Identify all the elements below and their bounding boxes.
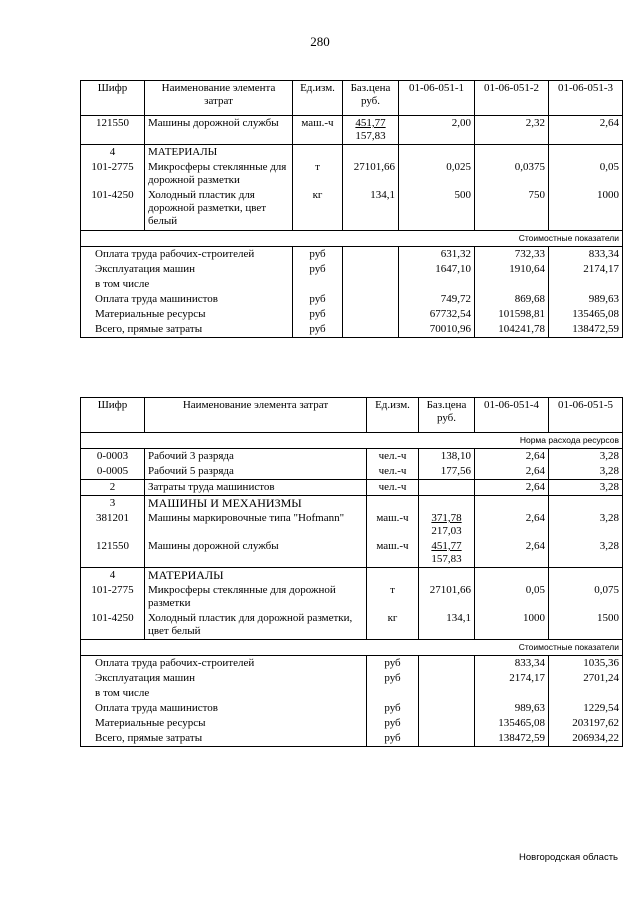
- cost-unit: руб: [293, 262, 343, 277]
- row-unit: т: [293, 160, 343, 188]
- row-code: 121550: [81, 539, 145, 568]
- row-price: [419, 539, 475, 568]
- table-row: [81, 480, 623, 496]
- cost-value-3: 135465,08: [549, 307, 623, 322]
- row-code: 381201: [81, 511, 145, 539]
- row-price: 27101,66: [419, 583, 475, 611]
- row-price: 138,10: [419, 449, 475, 465]
- row-name: Холодный пластик для дорожной разметки, цвет белый: [145, 188, 293, 231]
- cost-name: Всего, прямые затраты: [81, 731, 367, 747]
- table-row: [81, 611, 623, 640]
- cost-indicators-label: Стоимостные показатели: [81, 231, 623, 247]
- table-row: [81, 116, 623, 145]
- price-top: 451,77: [431, 540, 462, 552]
- header-name: Наименование элемента затрат: [145, 398, 367, 433]
- cost-value-5: 1229,54: [549, 701, 623, 716]
- cost-name: Эксплуатация машин: [81, 262, 293, 277]
- cost-row: [81, 307, 623, 322]
- header-col-051-4: 01-06-051-4: [475, 398, 549, 433]
- region-footer: Новгородская область: [519, 852, 618, 863]
- section-title: МАТЕРИАЛЫ: [145, 568, 367, 584]
- cost-name: в том числе: [81, 277, 293, 292]
- row-value-5: 3,28: [549, 464, 623, 480]
- cost-value-5: 206934,22: [549, 731, 623, 747]
- row-unit: т: [367, 583, 419, 611]
- cost-unit: руб: [367, 701, 419, 716]
- price-top: 371,78: [431, 512, 462, 524]
- cost-name: Оплата труда машинистов: [81, 701, 367, 716]
- cost-value-1: 67732,54: [399, 307, 475, 322]
- header-col-051-1: 01-06-051-1: [399, 81, 475, 116]
- cost-row: [81, 716, 623, 731]
- header-code: Шифр: [81, 81, 145, 116]
- row-name: Рабочий 3 разряда: [145, 449, 367, 465]
- cost-row: [81, 262, 623, 277]
- cost-unit: руб: [293, 307, 343, 322]
- row-price: [343, 116, 399, 145]
- row-price: 134,1: [343, 188, 399, 231]
- cost-value-1: 749,72: [399, 292, 475, 307]
- row-value-4: 1000: [475, 611, 549, 640]
- header-code: Шифр: [81, 398, 145, 433]
- row-price: 27101,66: [343, 160, 399, 188]
- table-row: [81, 464, 623, 480]
- row-code: 101-4250: [81, 188, 145, 231]
- cost-table-2: [80, 397, 623, 747]
- cost-value-4: 833,34: [475, 656, 549, 672]
- cost-value-4: 989,63: [475, 701, 549, 716]
- cost-unit: руб: [293, 322, 343, 338]
- row-value-5: 0,075: [549, 583, 623, 611]
- row-value-2: 2,32: [475, 116, 549, 145]
- cost-unit: руб: [367, 671, 419, 686]
- row-value-2: 0,0375: [475, 160, 549, 188]
- header-price: Баз.цена руб.: [343, 81, 399, 116]
- table-row: [81, 160, 623, 188]
- row-unit: маш.-ч: [367, 539, 419, 568]
- section-code: 4: [81, 145, 145, 161]
- row-value-5: 3,28: [549, 449, 623, 465]
- row-name: Машины маркировочные типа "Hofmann": [145, 511, 367, 539]
- row-value-4: 2,64: [475, 464, 549, 480]
- row-value-2: 750: [475, 188, 549, 231]
- row-name: Микросферы стеклянные для дорожной разметки: [145, 160, 293, 188]
- cost-value-4: 135465,08: [475, 716, 549, 731]
- row-value-1: 2,00: [399, 116, 475, 145]
- row-value-4: 2,64: [475, 511, 549, 539]
- cost-value-4: 2174,17: [475, 671, 549, 686]
- row-unit: чел.-ч: [367, 464, 419, 480]
- cost-name: Материальные ресурсы: [81, 307, 293, 322]
- row-value-1: 0,025: [399, 160, 475, 188]
- row-value-4: 2,64: [475, 480, 549, 496]
- row-name: Машины дорожной службы: [145, 116, 293, 145]
- row-value-4: 2,64: [475, 449, 549, 465]
- table-row: [81, 583, 623, 611]
- cost-value-3: 833,34: [549, 247, 623, 263]
- cost-value-5: 2701,24: [549, 671, 623, 686]
- row-value-5: 3,28: [549, 511, 623, 539]
- row-value-5: 1500: [549, 611, 623, 640]
- row-price: 177,56: [419, 464, 475, 480]
- row-name: Микросферы стеклянные для дорожной разметки: [145, 583, 367, 611]
- row-value-5: 3,28: [549, 539, 623, 568]
- header-col-051-2: 01-06-051-2: [475, 81, 549, 116]
- cost-row: [81, 322, 623, 338]
- header-name: Наименование элемента затрат: [145, 81, 293, 116]
- row-value-4: 2,64: [475, 539, 549, 568]
- price-bottom: 157,83: [355, 130, 386, 142]
- norm-label-row: [81, 433, 623, 449]
- row-code: 101-2775: [81, 160, 145, 188]
- row-code: 0-0005: [81, 464, 145, 480]
- cost-unit: руб: [293, 247, 343, 263]
- price-top: 451,77: [355, 117, 386, 129]
- cost-name: Оплата труда рабочих-строителей: [81, 247, 293, 263]
- section-code: 3: [81, 496, 145, 512]
- section-heading-row: [81, 496, 623, 512]
- header-col-051-3: 01-06-051-3: [549, 81, 623, 116]
- cost-row: [81, 292, 623, 307]
- cost-indicators-label: Стоимостные показатели: [81, 640, 623, 656]
- section-heading-row: [81, 145, 623, 161]
- section-code: 4: [81, 568, 145, 584]
- cost-value-2: 1910,64: [475, 262, 549, 277]
- row-name: Холодный пластик для дорожной разметки, цвет белый: [145, 611, 367, 640]
- row-value-4: 0,05: [475, 583, 549, 611]
- row-name: Машины дорожной службы: [145, 539, 367, 568]
- cost-row: [81, 656, 623, 672]
- section-heading-row: [81, 568, 623, 584]
- row-price: [419, 511, 475, 539]
- cost-value-1: 1647,10: [399, 262, 475, 277]
- cost-unit: руб: [367, 716, 419, 731]
- header-price: Баз.цена руб.: [419, 398, 475, 433]
- cost-name: Оплата труда рабочих-строителей: [81, 656, 367, 672]
- cost-row: [81, 686, 623, 701]
- header-unit: Ед.изм.: [293, 81, 343, 116]
- price-bottom: 157,83: [431, 553, 462, 565]
- row-unit: маш.-ч: [367, 511, 419, 539]
- cost-name: в том числе: [81, 686, 367, 701]
- row-value-3: 2,64: [549, 116, 623, 145]
- header-unit: Ед.изм.: [367, 398, 419, 433]
- price-bottom: 217,03: [431, 525, 462, 537]
- table-row: [81, 539, 623, 568]
- row-code: 101-2775: [81, 583, 145, 611]
- cost-name: Эксплуатация машин: [81, 671, 367, 686]
- cost-name: Всего, прямые затраты: [81, 322, 293, 338]
- cost-value-1: 70010,96: [399, 322, 475, 338]
- page-number: 280: [310, 34, 330, 49]
- cost-value-2: 104241,78: [475, 322, 549, 338]
- cost-row: [81, 701, 623, 716]
- row-unit: кг: [293, 188, 343, 231]
- row-unit: чел.-ч: [367, 449, 419, 465]
- cost-unit: руб: [293, 292, 343, 307]
- cost-value-3: 989,63: [549, 292, 623, 307]
- row-value-5: 3,28: [549, 480, 623, 496]
- row-unit: кг: [367, 611, 419, 640]
- cost-row: [81, 671, 623, 686]
- row-code: 121550: [81, 116, 145, 145]
- cost-name: Материальные ресурсы: [81, 716, 367, 731]
- table-row: [81, 449, 623, 465]
- table-row: [81, 511, 623, 539]
- cost-table-1: [80, 80, 623, 338]
- resource-norm-label: Норма расхода ресурсов: [81, 433, 623, 449]
- table-header-row: [81, 398, 623, 433]
- table-row: [81, 188, 623, 231]
- row-value-3: 0,05: [549, 160, 623, 188]
- cost-unit: руб: [367, 731, 419, 747]
- section-title: МАШИНЫ И МЕХАНИЗМЫ: [145, 496, 367, 512]
- cost-value-3: 2174,17: [549, 262, 623, 277]
- cost-value-2: 869,68: [475, 292, 549, 307]
- row-value-1: 500: [399, 188, 475, 231]
- row-value-3: 1000: [549, 188, 623, 231]
- cost-unit: руб: [367, 656, 419, 672]
- row-price: 134,1: [419, 611, 475, 640]
- cost-value-4: 138472,59: [475, 731, 549, 747]
- cost-name: Оплата труда машинистов: [81, 292, 293, 307]
- cost-label-row: [81, 231, 623, 247]
- row-unit: чел.-ч: [367, 480, 419, 496]
- cost-row: [81, 277, 623, 292]
- row-code: 101-4250: [81, 611, 145, 640]
- cost-value-5: 1035,36: [549, 656, 623, 672]
- cost-row: [81, 731, 623, 747]
- cost-value-2: 732,33: [475, 247, 549, 263]
- cost-row: [81, 247, 623, 263]
- header-col-051-5: 01-06-051-5: [549, 398, 623, 433]
- cost-value-5: 203197,62: [549, 716, 623, 731]
- row-unit: маш.-ч: [293, 116, 343, 145]
- cost-value-1: 631,32: [399, 247, 475, 263]
- cost-value-2: 101598,81: [475, 307, 549, 322]
- cost-label-row: [81, 640, 623, 656]
- cost-value-3: 138472,59: [549, 322, 623, 338]
- table-header-row: [81, 81, 623, 116]
- row-code: 0-0003: [81, 449, 145, 465]
- row-name: Рабочий 5 разряда: [145, 464, 367, 480]
- row-code: 2: [81, 480, 145, 496]
- row-name: Затраты труда машинистов: [145, 480, 367, 496]
- section-title: МАТЕРИАЛЫ: [145, 145, 293, 161]
